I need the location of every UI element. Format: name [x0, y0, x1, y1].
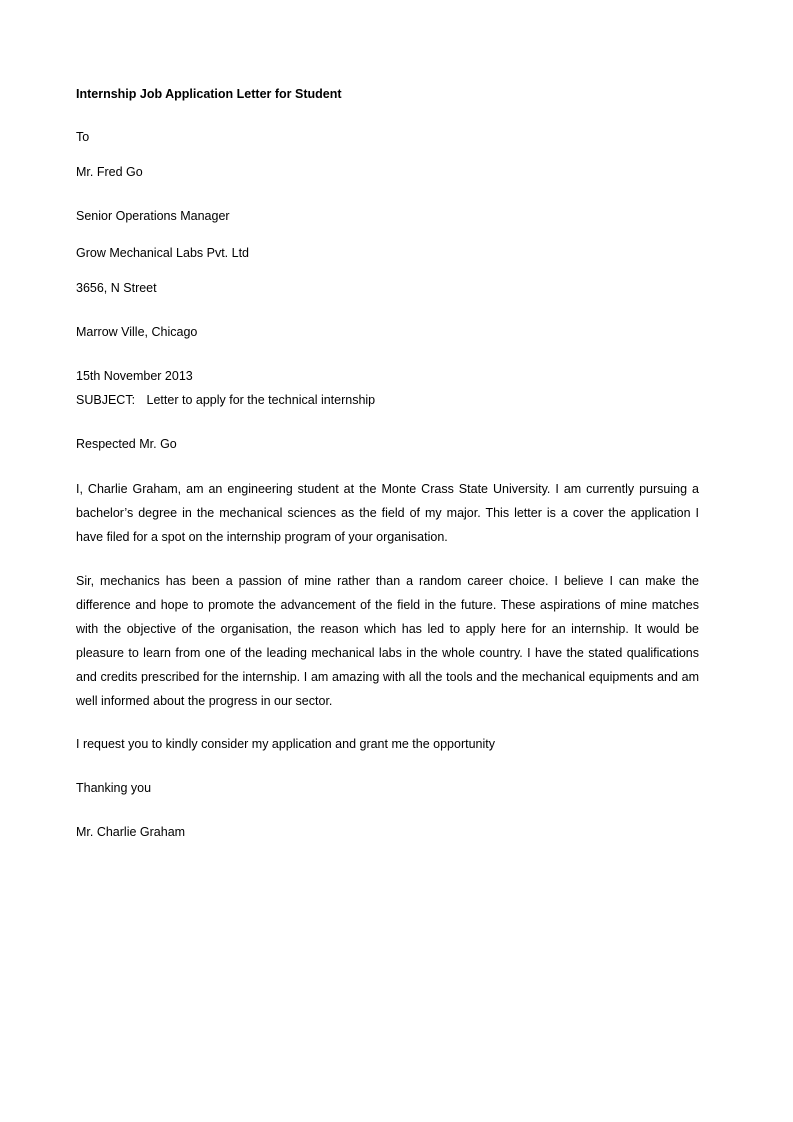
- recipient-position: Senior Operations Manager: [76, 209, 230, 223]
- subject-label: SUBJECT:: [76, 393, 136, 407]
- body-paragraph-3: I request you to kindly consider my application and grant me the opportunity: [76, 737, 495, 751]
- street-address: 3656, N Street: [76, 281, 157, 295]
- to-label: To: [76, 130, 90, 144]
- body-paragraph-2: Sir, mechanics has been a passion of mine rather than a random career choice. I believe I can make the difference and hope to promote the advancement of the field in the future. These aspirations of mine matches with the objective of the organisation, the reason which has led to apply here for an internship. It would be pleasure to learn from one of the leading mechanical labs in the whole country. I have the stated qualifications and credits prescribed for the internship. I am amazing with all the tools and the mechanical equipments and am well informed about the progress in our sector.: [76, 574, 699, 708]
- body-paragraph-1: I, Charlie Graham, am an engineering student at the Monte Crass State University. I am currently pursuing a bachelor’s degree in the mechanical sciences as the field of my major. This letter is a cover the application I have filed for a spot on the internship program of your organisation.: [76, 482, 699, 544]
- city-address: Marrow Ville, Chicago: [76, 325, 198, 339]
- document-title: Internship Job Application Letter for Student: [76, 87, 342, 101]
- closing: Thanking you: [76, 781, 152, 795]
- recipient-name: Mr. Fred Go: [76, 165, 143, 179]
- subject-line: [76, 393, 375, 408]
- salutation: Respected Mr. Go: [76, 437, 177, 451]
- company-name: Grow Mechanical Labs Pvt. Ltd: [76, 246, 249, 260]
- subject-text: Letter to apply for the technical internship: [146, 393, 376, 407]
- signature: Mr. Charlie Graham: [76, 825, 186, 839]
- letter-date: 15th November 2013: [76, 369, 193, 383]
